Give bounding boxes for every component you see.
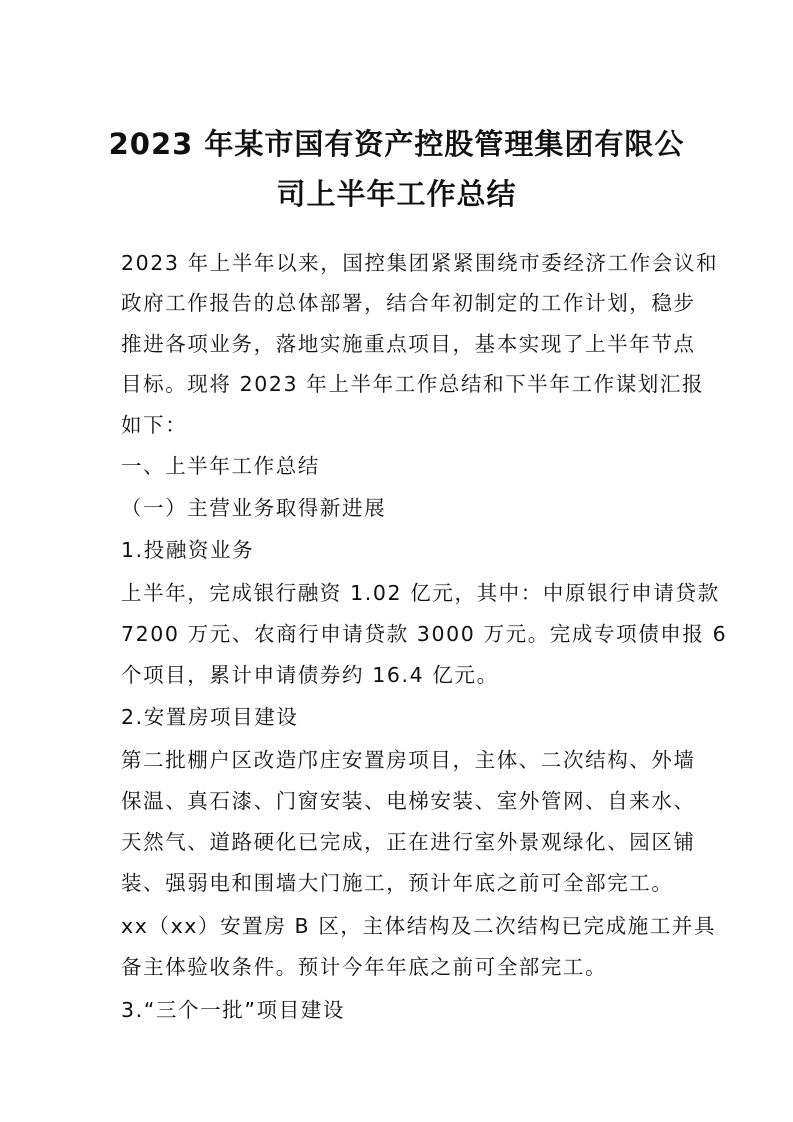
body-text-line: 目标。现将 2023 年上半年工作总结和下半年工作谋划汇报: [121, 372, 705, 396]
body-text-line: 7200 万元、农商行申请贷款 3000 万元。完成专项债申报 6: [121, 622, 728, 646]
body-text-line: xx（xx）安置房 B 区，主体结构及二次结构已完成施工并具: [121, 914, 717, 938]
body-text-line: 第二批棚户区改造邝庄安置房项目，主体、二次结构、外墙: [121, 748, 696, 772]
body-text-line: 天然气、道路硬化已完成，正在进行室外景观绿化、园区铺: [121, 830, 696, 854]
document-title-line-1: 2023 年某市国有资产控股管理集团有限公: [108, 127, 685, 161]
body-text-line: 装、强弱电和围墙大门施工，预计年底之前可全部完工。: [121, 871, 674, 895]
body-text-line: 如下：: [121, 413, 188, 437]
item-heading: 1.投融资业务: [121, 538, 255, 562]
item-heading: 3.“三个一批”项目建设: [121, 998, 345, 1022]
body-text-line: 推进各项业务，落地实施重点项目，基本实现了上半年节点: [121, 332, 696, 356]
document-title-line-2: 司上半年工作总结: [276, 177, 517, 211]
body-text-line: 2023 年上半年以来，国控集团紧紧围绕市委经济工作会议和: [121, 251, 719, 275]
body-text-line: 政府工作报告的总体部署，结合年初制定的工作计划，稳步: [121, 291, 696, 315]
subsection-heading: （一）主营业务取得新进展: [121, 496, 387, 520]
item-heading: 2.安置房项目建设: [121, 705, 299, 729]
body-text-line: 保温、真石漆、门窗安装、电梯安装、室外管网、自来水、: [121, 789, 696, 813]
body-text-line: 个项目，累计申请债券约 16.4 亿元。: [121, 663, 499, 687]
body-text-line: 备主体验收条件。预计今年年底之前可全部完工。: [121, 955, 608, 979]
section-heading: 一、上半年工作总结: [121, 454, 320, 478]
body-text-line: 上半年，完成银行融资 1.02 亿元，其中：中原银行申请贷款: [121, 581, 720, 605]
